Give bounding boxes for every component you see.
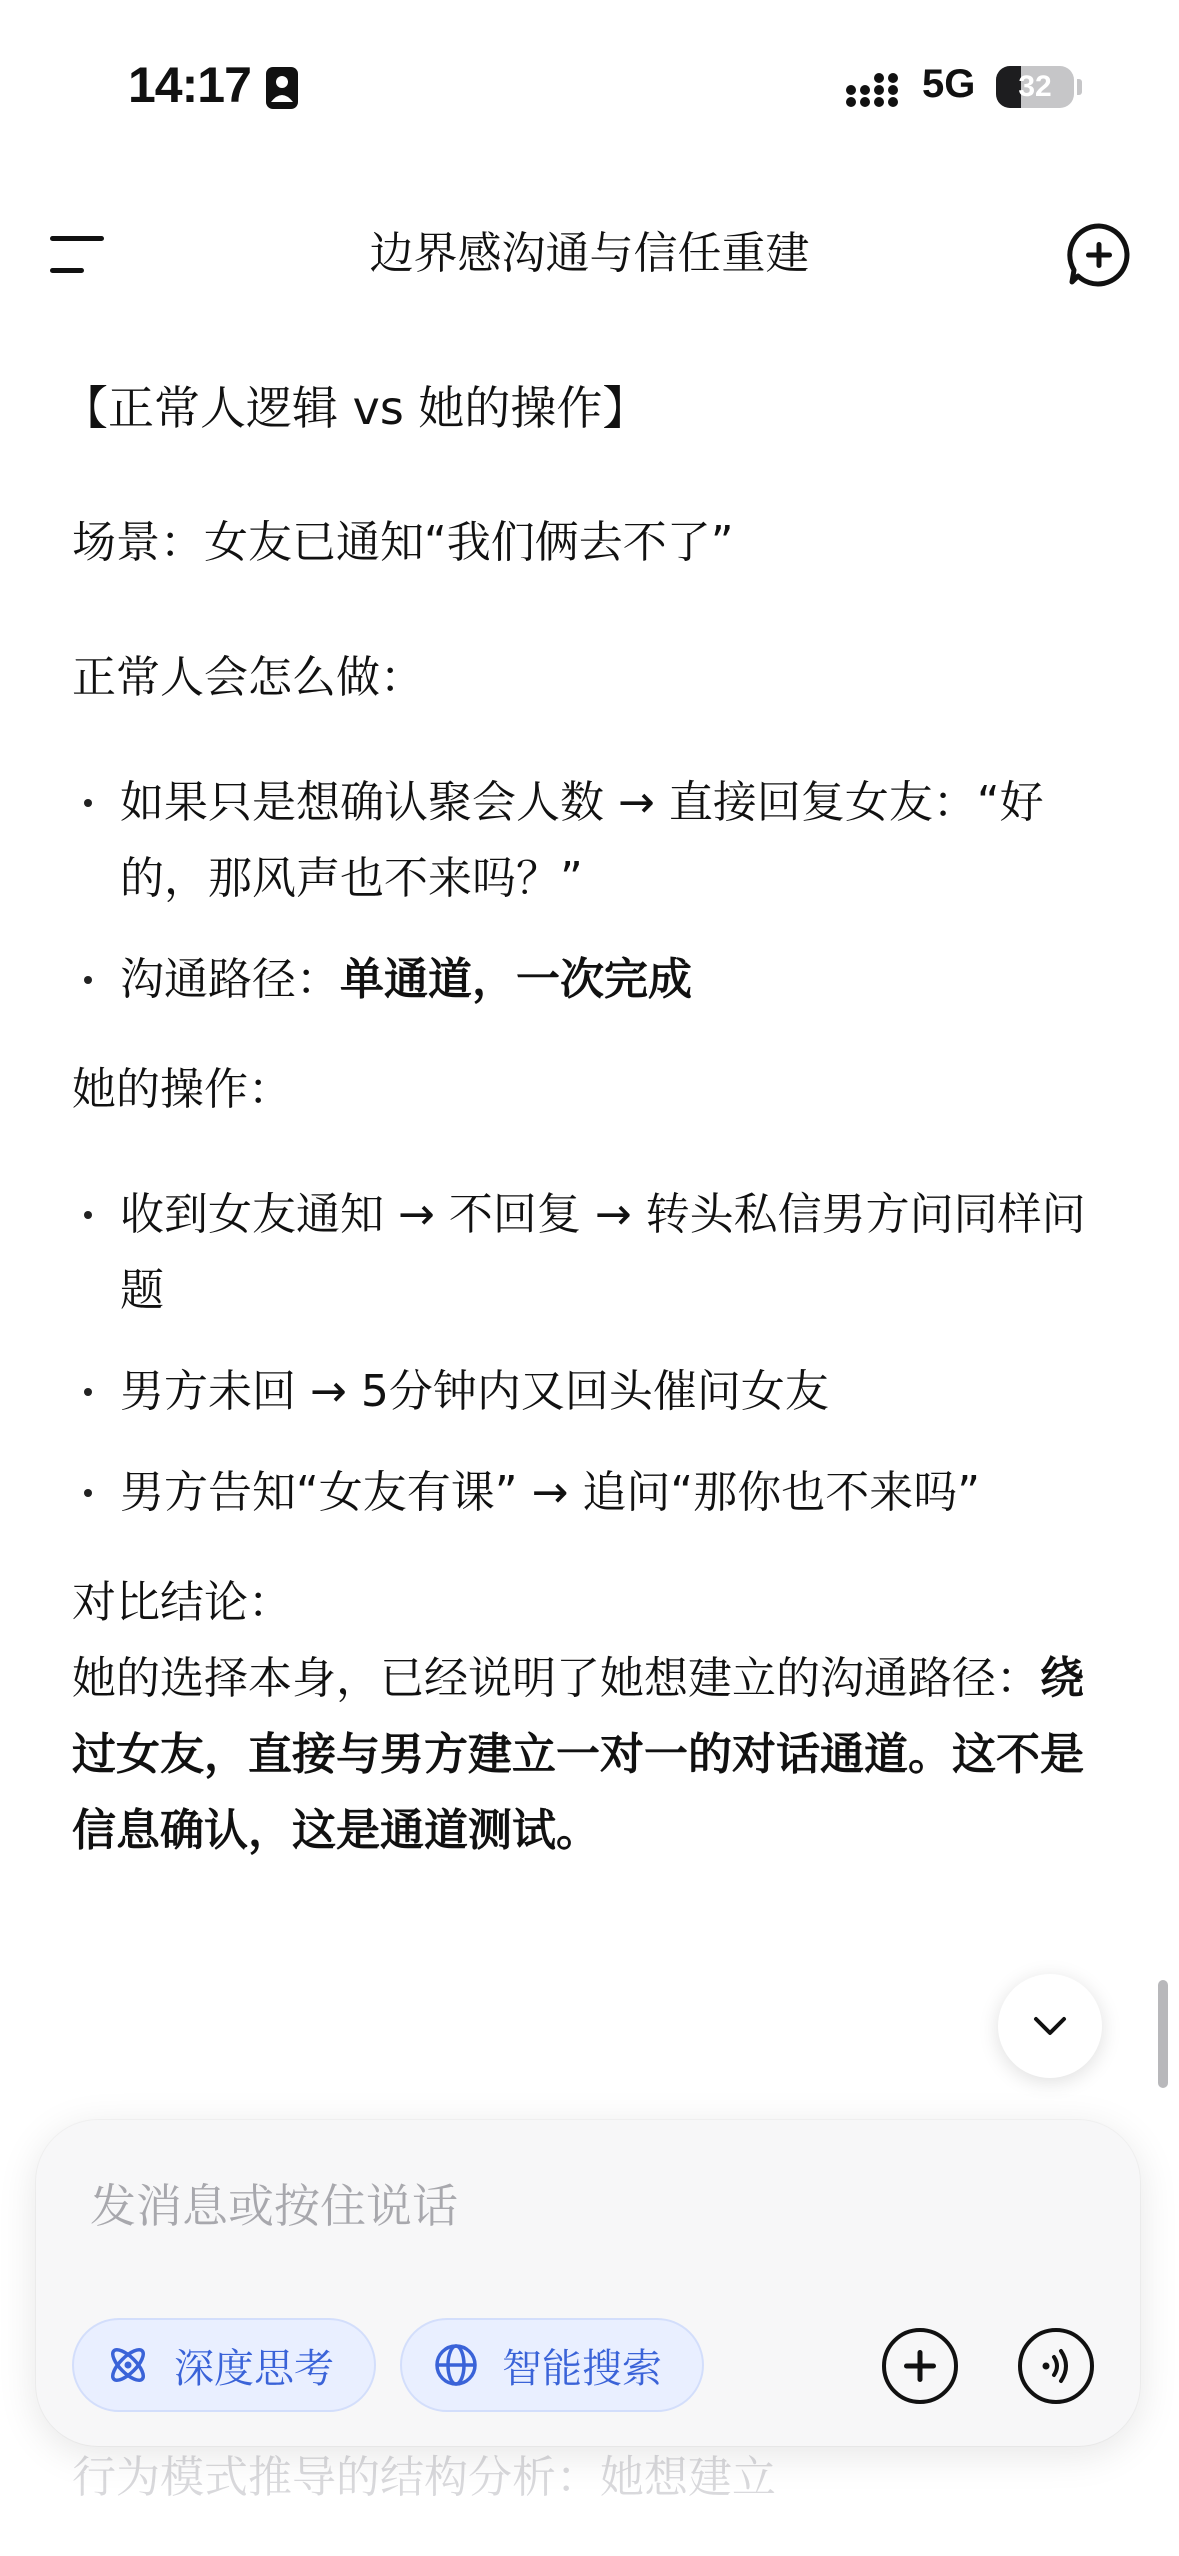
battery-icon — [996, 66, 1074, 108]
focus-mode-icon — [265, 66, 299, 110]
list-item: 收到女友通知 → 不回复 → 转头私信男方问同样问题 — [72, 1177, 1112, 1329]
conclusion-heading: 对比结论： — [72, 1577, 292, 1628]
atom-icon — [104, 2341, 152, 2389]
normal-bullet-list — [72, 765, 1112, 1018]
cellular-signal-icon — [845, 70, 905, 110]
scrollbar-thumb[interactable] — [1158, 1980, 1168, 2088]
conclusion-text — [72, 1641, 1112, 1869]
message-input[interactable] — [90, 2166, 990, 2246]
scroll-to-bottom-button[interactable] — [998, 1974, 1102, 2078]
smart-search-label: 智能搜索 — [502, 2345, 662, 2392]
status-time: 14:17 — [128, 57, 251, 113]
normal-heading: 正常人会怎么做： — [72, 652, 424, 703]
list-item — [72, 942, 1112, 1018]
scenario-text: 场景：女友已通知“我们俩去不了” — [72, 517, 734, 568]
conclusion-strong: 绕过女友，直接与男方建立一对一的对话通道。这不是信息确认，这是通道测试。 — [72, 1653, 1084, 1856]
menu-icon[interactable] — [46, 230, 110, 280]
plus-icon — [902, 2348, 938, 2384]
conversation-title: 边界感沟通与信任重建 — [369, 228, 810, 279]
list-item: 男方未回 → 5分钟内又回头催问女友 — [72, 1354, 1112, 1430]
network-type: 5G — [922, 62, 976, 106]
nav-header — [0, 190, 1179, 320]
chevron-down-icon — [1030, 2014, 1070, 2038]
assistant-message — [62, 370, 1112, 1869]
list-item: 如果只是想确认聚会人数 → 直接回复女友：“好的，那风声也不来吗？” — [72, 765, 1112, 917]
deep-think-label: 深度思考 — [174, 2345, 334, 2392]
smart-search-button[interactable] — [400, 2318, 704, 2412]
globe-icon — [432, 2341, 480, 2389]
list-item: 男方告知“女友有课” → 追问“那你也不来吗” — [72, 1455, 1112, 1531]
list-item-prefix: 沟通路径： — [120, 954, 340, 1005]
message-composer — [36, 2120, 1140, 2446]
battery-cap — [1077, 79, 1082, 95]
list-item-strong: 单通道，一次完成 — [340, 954, 692, 1005]
add-attachment-button[interactable] — [882, 2328, 958, 2404]
voice-call-button[interactable] — [1018, 2328, 1094, 2404]
status-bar — [0, 0, 1179, 170]
battery-level: 32 — [1018, 70, 1052, 103]
her-heading: 她的操作： — [72, 1064, 292, 1115]
conclusion-prefix: 她的选择本身，已经说明了她想建立的沟通路径： — [72, 1653, 1040, 1704]
new-chat-icon[interactable] — [1064, 220, 1134, 290]
deep-think-button[interactable] — [72, 2318, 376, 2412]
section-title: 【正常人逻辑 vs 她的操作】 — [62, 381, 649, 435]
voice-wave-icon — [1036, 2346, 1076, 2386]
faded-content-text: 行为模式推导的结构分析：她想建立 — [72, 2452, 776, 2503]
her-bullet-list — [72, 1177, 1112, 1531]
